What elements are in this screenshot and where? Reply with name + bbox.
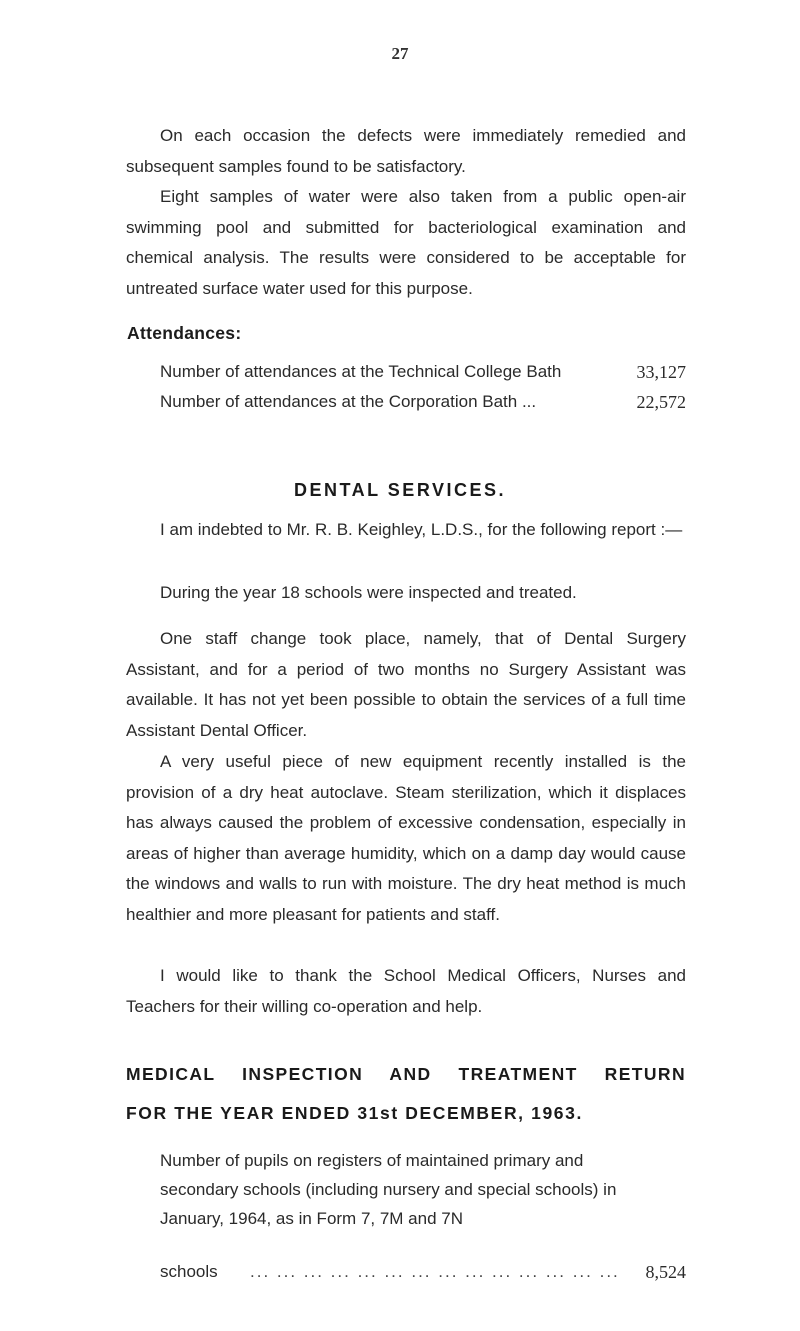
schools-label: schools (160, 1262, 218, 1281)
dental-services-heading: DENTAL SERVICES. (293, 480, 507, 500)
defects-paragraph: On each occasion the defects were immediately remedied and subsequent samples found to be satisfactory. (126, 126, 686, 176)
dental-equipment-paragraph: A very useful piece of new equipment recently installed is the provision of a dry heat autoclave. Steam sterilization, which it displaces has always caused the problem of excessive condensation, especially in areas of higher than average humidity, which on a damp day would cause the windows and walls to run with moisture. The dry heat method is much healthier and more pleasant for patients and staff. (126, 752, 686, 924)
dental-staff-paragraph: One staff change took place, namely, that of Dental Surgery Assistant, and for a period of two months no Surgery Assistant was available. It has not yet been possible to obtain the services of a full time Assistant Dental Officer. (126, 629, 686, 740)
samples-paragraph: Eight samples of water were also taken from a public open-air swimming pool and submitted for bacteriological examination and chemical analysis. The results were considered to be acceptable for untreated surface water used for this purpose. (126, 187, 686, 298)
attendance-value: 33,127 (636, 362, 686, 382)
attendance-row-technical-college (160, 362, 686, 390)
attendance-row-corporation-bath (160, 392, 686, 420)
schools-value: 8,524 (645, 1262, 686, 1282)
attendance-label: Number of attendances at the Corporation Bath ... (160, 392, 537, 411)
medical-inspection-subheading: FOR THE YEAR ENDED 31st DECEMBER, 1963. (126, 1103, 583, 1123)
page-number: 27 (391, 44, 409, 63)
pupils-register-text: Number of pupils on registers of maintained primary and secondary schools (including nursery and special schools) in January, 1964, as in Form 7, 7M and 7N (160, 1151, 617, 1228)
dental-intro-paragraph: I am indebted to Mr. R. B. Keighley, L.D.S., for the following report :— (160, 520, 683, 539)
attendance-label: Number of attendances at the Technical College Bath (160, 362, 562, 381)
attendance-value: 22,572 (636, 392, 686, 412)
medical-inspection-heading: MEDICAL INSPECTION AND TREATMENT RETURN (126, 1064, 686, 1084)
leader-dots: ... ... ... ... ... ... ... ... ... ... ... ... ... ... (250, 1262, 620, 1281)
dental-thanks-paragraph: I would like to thank the School Medical Officers, Nurses and Teachers for their willing co-operation and help. (126, 966, 686, 1016)
schools-total-row (160, 1262, 686, 1290)
attendances-heading: Attendances: (127, 323, 242, 343)
dental-year-paragraph: During the year 18 schools were inspected and treated. (160, 583, 577, 602)
